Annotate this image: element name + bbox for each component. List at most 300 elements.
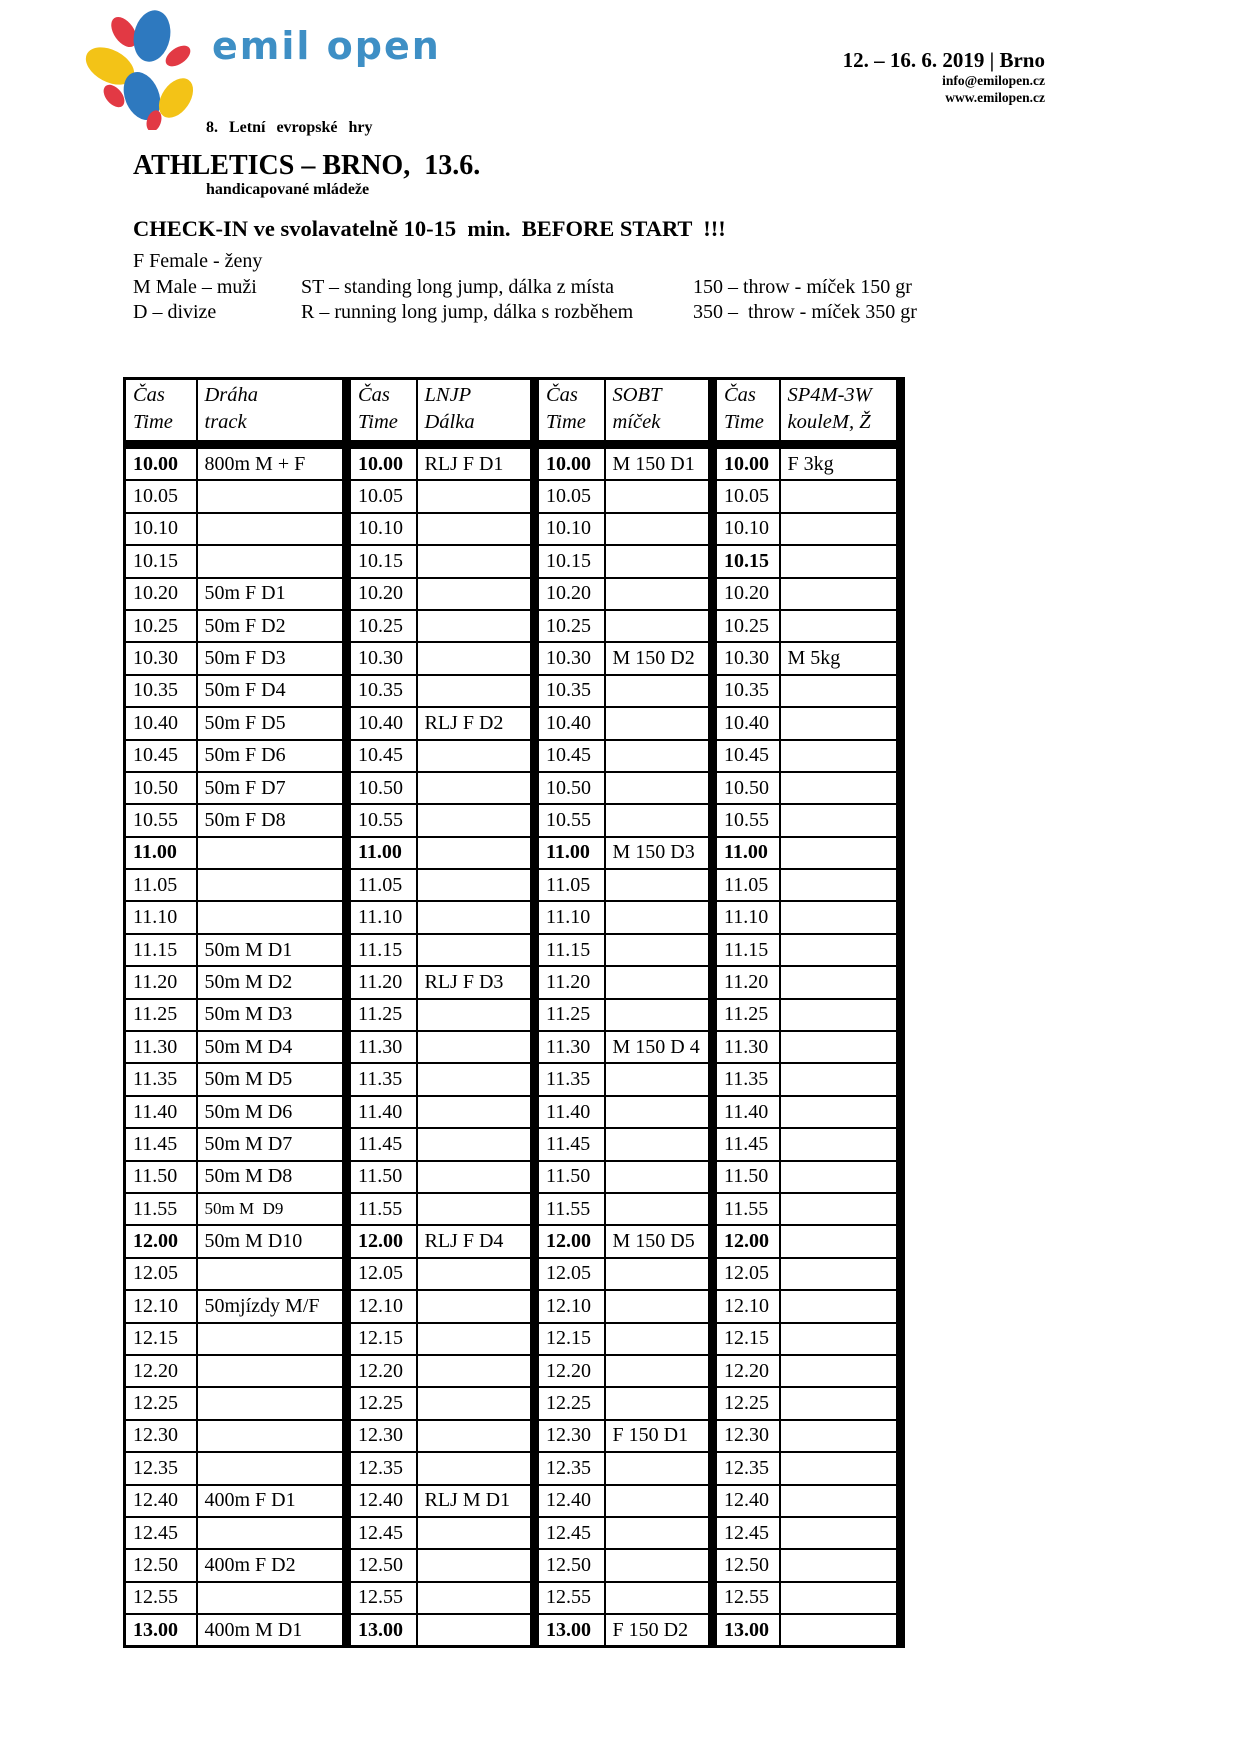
time-cell-sp4m: 12.20	[713, 1355, 780, 1387]
event-cell-sp4m	[780, 1323, 901, 1355]
event-cell-sp4m	[780, 1452, 901, 1484]
time-cell-track: 11.55	[125, 1193, 197, 1225]
event-cell-sobt: F 150 D1	[605, 1420, 713, 1452]
time-cell-sobt: 12.10	[535, 1290, 605, 1322]
time-cell-track: 10.25	[125, 610, 197, 642]
table-row	[125, 545, 901, 577]
time-cell-lnjp: 12.00	[347, 1225, 417, 1257]
table-row	[125, 966, 901, 998]
event-cell-track	[197, 545, 347, 577]
column-header-lnjp	[417, 379, 535, 445]
event-cell-sp4m	[780, 1031, 901, 1063]
time-cell-lnjp: 10.05	[347, 480, 417, 512]
event-cell-sp4m	[780, 740, 901, 772]
time-cell-lnjp: 12.35	[347, 1452, 417, 1484]
event-cell-track	[197, 1582, 347, 1614]
header-sp4m: SP4M-3W	[787, 384, 872, 406]
time-cell-sp4m: 10.25	[713, 610, 780, 642]
time-cell-lnjp: 12.15	[347, 1323, 417, 1355]
time-cell-sp4m: 11.35	[713, 1063, 780, 1095]
time-cell-sobt: 12.15	[535, 1323, 605, 1355]
time-cell-sobt: 11.00	[535, 837, 605, 869]
brand-part2: pen	[354, 24, 441, 68]
event-cell-track: 400m F D2	[197, 1549, 347, 1581]
time-cell-sobt: 11.05	[535, 869, 605, 901]
time-cell-sobt: 12.35	[535, 1452, 605, 1484]
time-cell-lnjp: 10.00	[347, 445, 417, 481]
table-row	[125, 1161, 901, 1193]
event-cell-sp4m	[780, 1614, 901, 1647]
event-cell-lnjp	[417, 610, 535, 642]
table-row	[125, 445, 901, 481]
legend-line-male	[133, 275, 917, 301]
event-cell-lnjp	[417, 1193, 535, 1225]
time-cell-track: 10.35	[125, 675, 197, 707]
event-cell-lnjp	[417, 1031, 535, 1063]
table-row	[125, 610, 901, 642]
event-cell-lnjp	[417, 999, 535, 1031]
event-cell-sp4m	[780, 772, 901, 804]
time-cell-sp4m: 10.10	[713, 513, 780, 545]
table-row	[125, 772, 901, 804]
header-cas: Čas	[358, 384, 390, 406]
time-cell-sp4m: 10.50	[713, 772, 780, 804]
event-cell-sobt	[605, 1452, 713, 1484]
time-cell-lnjp: 11.35	[347, 1063, 417, 1095]
event-cell-lnjp	[417, 740, 535, 772]
event-cell-lnjp	[417, 675, 535, 707]
event-cell-lnjp	[417, 772, 535, 804]
time-cell-sobt: 10.15	[535, 545, 605, 577]
event-cell-sp4m	[780, 1096, 901, 1128]
time-cell-lnjp: 12.30	[347, 1420, 417, 1452]
table-row	[125, 1582, 901, 1614]
time-cell-sobt: 11.35	[535, 1063, 605, 1095]
table-row	[125, 1420, 901, 1452]
table-row	[125, 642, 901, 674]
time-cell-sobt: 11.20	[535, 966, 605, 998]
event-cell-sp4m	[780, 1128, 901, 1160]
event-cell-sp4m	[780, 1161, 901, 1193]
legend-r-label: R – running long jump, dálka s rozběhem	[301, 301, 634, 323]
table-row	[125, 869, 901, 901]
time-cell-sobt: 12.30	[535, 1420, 605, 1452]
event-cell-track: 50m M D9	[197, 1193, 347, 1225]
event-cell-track: 800m M + F	[197, 445, 347, 481]
time-cell-track: 10.10	[125, 513, 197, 545]
time-cell-lnjp: 10.10	[347, 513, 417, 545]
column-header-sobt	[605, 379, 713, 445]
event-cell-sp4m	[780, 966, 901, 998]
event-cell-lnjp: RLJ F D3	[417, 966, 535, 998]
event-cell-lnjp: RLJ M D1	[417, 1485, 535, 1517]
event-cell-track: 50m F D8	[197, 804, 347, 836]
time-cell-sobt: 12.20	[535, 1355, 605, 1387]
time-cell-track: 11.50	[125, 1161, 197, 1193]
contact-email: info@emilopen.cz	[942, 73, 1045, 88]
table-row	[125, 480, 901, 512]
column-header-time-1	[125, 379, 197, 445]
event-cell-track	[197, 837, 347, 869]
time-cell-track: 12.35	[125, 1452, 197, 1484]
event-cell-lnjp	[417, 1582, 535, 1614]
time-cell-lnjp: 10.50	[347, 772, 417, 804]
event-cell-track	[197, 1323, 347, 1355]
time-cell-track: 12.00	[125, 1225, 197, 1257]
column-header-track	[197, 379, 347, 445]
event-cell-track	[197, 869, 347, 901]
time-cell-sp4m: 11.15	[713, 934, 780, 966]
time-cell-sobt: 11.45	[535, 1128, 605, 1160]
time-cell-lnjp: 11.00	[347, 837, 417, 869]
table-row	[125, 675, 901, 707]
event-cell-lnjp	[417, 1063, 535, 1095]
table-row	[125, 1452, 901, 1484]
event-cell-sp4m	[780, 610, 901, 642]
event-cell-lnjp	[417, 901, 535, 933]
time-cell-track: 12.25	[125, 1387, 197, 1419]
event-cell-sp4m: F 3kg	[780, 445, 901, 481]
event-cell-lnjp	[417, 837, 535, 869]
event-cell-sobt: M 150 D2	[605, 642, 713, 674]
time-cell-lnjp: 10.55	[347, 804, 417, 836]
header-cas: Čas	[546, 384, 578, 406]
time-cell-lnjp: 11.45	[347, 1128, 417, 1160]
time-cell-sp4m: 12.40	[713, 1485, 780, 1517]
event-cell-sobt	[605, 966, 713, 998]
table-header-row	[125, 379, 901, 445]
time-cell-track: 11.10	[125, 901, 197, 933]
event-cell-sobt	[605, 1485, 713, 1517]
event-cell-lnjp	[417, 934, 535, 966]
time-cell-sp4m: 11.50	[713, 1161, 780, 1193]
event-cell-sobt: M 150 D3	[605, 837, 713, 869]
event-cell-sp4m	[780, 707, 901, 739]
event-cell-lnjp: RLJ F D4	[417, 1225, 535, 1257]
time-cell-sobt: 10.25	[535, 610, 605, 642]
event-cell-sp4m	[780, 480, 901, 512]
event-cell-sobt	[605, 934, 713, 966]
legend	[133, 249, 917, 326]
event-cell-sobt	[605, 1323, 713, 1355]
checkin-note: CHECK-IN ve svolavatelně 10-15 min. BEFORE START !!!	[133, 216, 726, 241]
time-cell-sp4m: 13.00	[713, 1614, 780, 1647]
time-cell-sp4m: 11.10	[713, 901, 780, 933]
time-cell-track: 10.15	[125, 545, 197, 577]
event-cell-sobt	[605, 804, 713, 836]
time-cell-sobt: 11.25	[535, 999, 605, 1031]
time-cell-sobt: 12.40	[535, 1485, 605, 1517]
event-cell-track: 50m M D7	[197, 1128, 347, 1160]
legend-male-label: M Male – muži	[133, 275, 257, 298]
event-cell-sobt	[605, 869, 713, 901]
event-cell-track: 400m F D1	[197, 1485, 347, 1517]
event-cell-sobt	[605, 610, 713, 642]
table-row	[125, 1387, 901, 1419]
time-cell-sobt: 11.55	[535, 1193, 605, 1225]
time-cell-track: 11.15	[125, 934, 197, 966]
event-cell-lnjp	[417, 578, 535, 610]
event-cell-lnjp	[417, 545, 535, 577]
event-cell-lnjp	[417, 869, 535, 901]
emil-open-flower-icon	[84, 8, 206, 130]
table-row	[125, 1290, 901, 1322]
header-micek: míček	[612, 411, 661, 433]
time-cell-sobt: 12.25	[535, 1387, 605, 1419]
table-row	[125, 837, 901, 869]
time-cell-lnjp: 11.30	[347, 1031, 417, 1063]
contact-website: www.emilopen.cz	[945, 89, 1045, 105]
time-cell-lnjp: 12.40	[347, 1485, 417, 1517]
column-header-time-3	[535, 379, 605, 445]
event-cell-lnjp	[417, 513, 535, 545]
event-cell-sp4m	[780, 869, 901, 901]
time-cell-lnjp: 12.10	[347, 1290, 417, 1322]
event-cell-sp4m	[780, 1582, 901, 1614]
event-cell-sobt	[605, 675, 713, 707]
time-cell-sp4m: 12.30	[713, 1420, 780, 1452]
event-cell-sp4m	[780, 1517, 901, 1549]
time-cell-sobt: 10.20	[535, 578, 605, 610]
time-cell-lnjp: 12.50	[347, 1549, 417, 1581]
time-cell-sp4m: 10.05	[713, 480, 780, 512]
time-cell-lnjp: 11.25	[347, 999, 417, 1031]
header-time: Time	[358, 411, 398, 433]
event-cell-lnjp	[417, 804, 535, 836]
time-cell-sp4m: 11.25	[713, 999, 780, 1031]
event-cell-lnjp	[417, 1614, 535, 1647]
event-dates: 12. – 16. 6. 2019 | Brno	[842, 48, 1045, 72]
event-cell-sp4m	[780, 1420, 901, 1452]
time-cell-track: 13.00	[125, 1614, 197, 1647]
time-cell-track: 12.10	[125, 1290, 197, 1322]
time-cell-track: 11.35	[125, 1063, 197, 1095]
time-cell-track: 12.45	[125, 1517, 197, 1549]
time-cell-sp4m: 10.20	[713, 578, 780, 610]
time-cell-sobt: 12.05	[535, 1258, 605, 1290]
header-cas: Čas	[724, 384, 756, 406]
brand-text	[212, 24, 441, 68]
time-cell-sobt: 10.50	[535, 772, 605, 804]
event-cell-sp4m	[780, 934, 901, 966]
time-cell-track: 10.45	[125, 740, 197, 772]
table-row	[125, 1096, 901, 1128]
event-cell-lnjp	[417, 1355, 535, 1387]
time-cell-track: 11.00	[125, 837, 197, 869]
time-cell-sp4m: 10.35	[713, 675, 780, 707]
event-cell-sobt	[605, 1582, 713, 1614]
header-time: Time	[133, 411, 173, 433]
time-cell-sp4m: 11.30	[713, 1031, 780, 1063]
event-cell-sobt	[605, 707, 713, 739]
event-cell-sp4m	[780, 578, 901, 610]
table-row	[125, 1614, 901, 1647]
event-cell-sp4m	[780, 1355, 901, 1387]
event-cell-lnjp	[417, 1387, 535, 1419]
event-cell-track: 50m M D2	[197, 966, 347, 998]
time-cell-track: 10.20	[125, 578, 197, 610]
time-cell-sp4m: 12.50	[713, 1549, 780, 1581]
event-cell-sobt	[605, 1096, 713, 1128]
table-row	[125, 1128, 901, 1160]
time-cell-sobt: 11.10	[535, 901, 605, 933]
event-cell-track	[197, 901, 347, 933]
event-cell-track	[197, 1387, 347, 1419]
table-row	[125, 1485, 901, 1517]
time-cell-track: 12.55	[125, 1582, 197, 1614]
time-cell-sobt: 10.40	[535, 707, 605, 739]
time-cell-sobt: 10.55	[535, 804, 605, 836]
event-cell-track: 50m F D5	[197, 707, 347, 739]
time-cell-track: 11.40	[125, 1096, 197, 1128]
tagline-line2: handicapované mládeže	[206, 180, 370, 198]
event-cell-lnjp	[417, 480, 535, 512]
time-cell-track: 11.20	[125, 966, 197, 998]
event-cell-sobt	[605, 1387, 713, 1419]
table-row	[125, 1063, 901, 1095]
event-cell-sobt	[605, 480, 713, 512]
event-cell-track: 50m M D3	[197, 999, 347, 1031]
time-cell-sp4m: 12.00	[713, 1225, 780, 1257]
event-cell-sobt	[605, 1258, 713, 1290]
event-cell-lnjp	[417, 1290, 535, 1322]
event-cell-lnjp	[417, 1549, 535, 1581]
time-cell-sp4m: 12.55	[713, 1582, 780, 1614]
time-cell-track: 12.15	[125, 1323, 197, 1355]
table-row	[125, 934, 901, 966]
time-cell-track: 12.50	[125, 1549, 197, 1581]
time-cell-track: 11.05	[125, 869, 197, 901]
table-row	[125, 999, 901, 1031]
event-cell-track: 50mjízdy M/F	[197, 1290, 347, 1322]
time-cell-sobt: 10.30	[535, 642, 605, 674]
table-row	[125, 1225, 901, 1257]
event-cell-track: 50m F D1	[197, 578, 347, 610]
event-cell-sp4m	[780, 675, 901, 707]
event-cell-track	[197, 1258, 347, 1290]
event-cell-sp4m	[780, 901, 901, 933]
event-cell-sobt	[605, 1193, 713, 1225]
event-cell-track: 400m M D1	[197, 1614, 347, 1647]
legend-150-label: 150 – throw - míček 150 gr	[693, 275, 912, 298]
event-cell-track	[197, 1420, 347, 1452]
event-cell-sobt	[605, 1517, 713, 1549]
event-cell-track: 50m F D7	[197, 772, 347, 804]
time-cell-track: 10.40	[125, 707, 197, 739]
time-cell-lnjp: 12.20	[347, 1355, 417, 1387]
event-cell-track	[197, 1452, 347, 1484]
time-cell-lnjp: 10.35	[347, 675, 417, 707]
event-cell-track: 50m M D8	[197, 1161, 347, 1193]
event-cell-sp4m	[780, 1387, 901, 1419]
time-cell-track: 12.05	[125, 1258, 197, 1290]
legend-line-division	[133, 300, 917, 326]
event-cell-sp4m	[780, 999, 901, 1031]
header-track: track	[204, 411, 247, 433]
event-cell-sobt	[605, 545, 713, 577]
event-cell-sobt: M 150 D1	[605, 445, 713, 481]
time-cell-sp4m: 12.25	[713, 1387, 780, 1419]
event-cell-lnjp	[417, 1161, 535, 1193]
legend-division-label: D – divize	[133, 301, 217, 323]
event-cell-sobt: F 150 D2	[605, 1614, 713, 1647]
tagline-line1: 8. Letní evropské hry	[206, 118, 373, 136]
time-cell-lnjp: 11.10	[347, 901, 417, 933]
event-cell-sobt: M 150 D5	[605, 1225, 713, 1257]
column-header-sp4m	[780, 379, 901, 445]
time-cell-track: 12.30	[125, 1420, 197, 1452]
table-row	[125, 1258, 901, 1290]
event-cell-track: 50m M D1	[197, 934, 347, 966]
event-cell-track: 50m F D2	[197, 610, 347, 642]
time-cell-sp4m: 10.40	[713, 707, 780, 739]
event-cell-sobt	[605, 578, 713, 610]
schedule-table-body	[125, 445, 901, 1647]
column-header-time-4	[713, 379, 780, 445]
time-cell-sp4m: 12.15	[713, 1323, 780, 1355]
event-cell-sp4m	[780, 1063, 901, 1095]
time-cell-sp4m: 12.05	[713, 1258, 780, 1290]
event-cell-track: 50m M D10	[197, 1225, 347, 1257]
time-cell-lnjp: 11.15	[347, 934, 417, 966]
event-cell-track: 50m F D6	[197, 740, 347, 772]
event-cell-sobt	[605, 1063, 713, 1095]
table-row	[125, 1355, 901, 1387]
legend-350-label: 350 – throw - míček 350 gr	[693, 301, 917, 323]
time-cell-track: 11.30	[125, 1031, 197, 1063]
column-header-time-2	[347, 379, 417, 445]
brand-o-with-red-dot: o	[326, 24, 355, 68]
time-cell-track: 10.50	[125, 772, 197, 804]
event-cell-sp4m	[780, 1193, 901, 1225]
event-cell-lnjp	[417, 1258, 535, 1290]
header-draha: Dráha	[204, 384, 259, 406]
table-row	[125, 707, 901, 739]
event-cell-sp4m	[780, 513, 901, 545]
event-cell-sobt	[605, 772, 713, 804]
time-cell-track: 10.55	[125, 804, 197, 836]
time-cell-sp4m: 10.15	[713, 545, 780, 577]
event-cell-sobt	[605, 1355, 713, 1387]
header-sobt: SOBT	[612, 384, 662, 406]
event-cell-sobt	[605, 1549, 713, 1581]
event-cell-track	[197, 480, 347, 512]
time-cell-track: 12.20	[125, 1355, 197, 1387]
table-row	[125, 1193, 901, 1225]
time-cell-lnjp: 11.20	[347, 966, 417, 998]
table-row	[125, 513, 901, 545]
event-cell-sp4m	[780, 545, 901, 577]
event-cell-lnjp: RLJ F D1	[417, 445, 535, 481]
header-lnjp: LNJP	[424, 384, 472, 406]
time-cell-lnjp: 12.05	[347, 1258, 417, 1290]
event-cell-lnjp	[417, 1128, 535, 1160]
table-row	[125, 578, 901, 610]
time-cell-sobt: 11.15	[535, 934, 605, 966]
time-cell-sp4m: 12.35	[713, 1452, 780, 1484]
time-cell-sobt: 10.35	[535, 675, 605, 707]
table-row	[125, 901, 901, 933]
time-cell-sp4m: 11.45	[713, 1128, 780, 1160]
time-cell-sobt: 13.00	[535, 1614, 605, 1647]
event-cell-track	[197, 1355, 347, 1387]
event-cell-lnjp	[417, 1323, 535, 1355]
event-cell-lnjp	[417, 642, 535, 674]
time-cell-sp4m: 10.55	[713, 804, 780, 836]
table-row	[125, 804, 901, 836]
event-cell-lnjp	[417, 1517, 535, 1549]
time-cell-lnjp: 11.05	[347, 869, 417, 901]
